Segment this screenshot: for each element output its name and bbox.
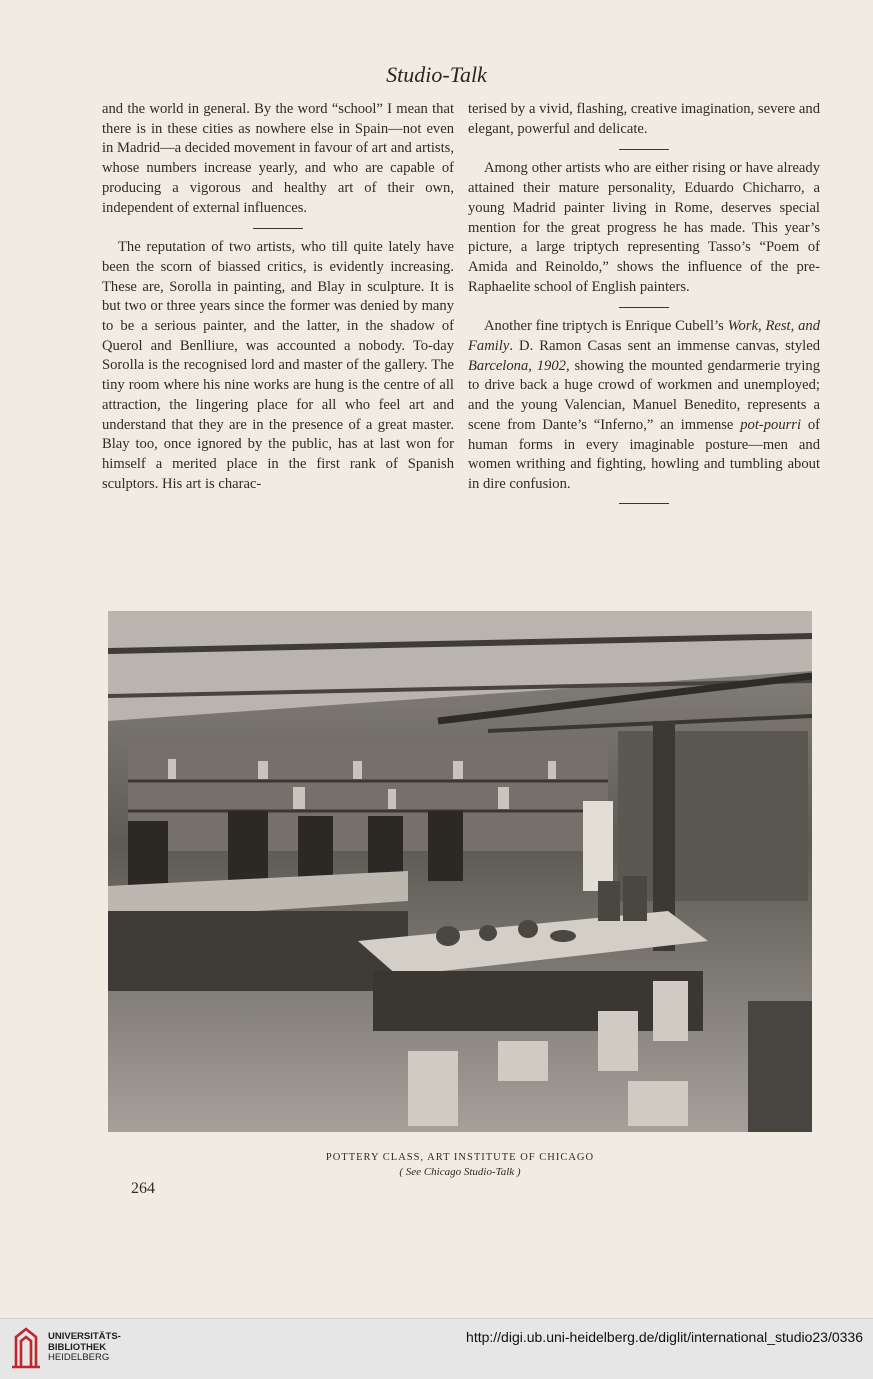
left-column — [102, 100, 454, 494]
running-header: Studio-Talk — [386, 62, 487, 87]
section-rule — [619, 503, 669, 504]
photo-credit: ( See Chicago Studio-Talk ) — [399, 1166, 521, 1178]
page-number: 264 — [131, 1180, 155, 1197]
library-logo-icon — [10, 1327, 42, 1369]
right-paragraph-2: Among other artists who are either rising or have already attained their mature personality, Eduardo Chicharro, a young Madrid painter living in Rome, deserves special mention for the great progress he has made. This year’s picture, a large triptych representing Tasso’s “Poem of Amida and Reinoldo,” shows the influence of the pre-Raphaelite school of English painters. — [468, 160, 820, 295]
left-paragraph-1: and the world in general. By the word “school” I mean that there is in these cities as nowhere else in Spain—not even in Madrid—a decided movement in favour of art and artists, whose numbers increase yearly, and who are capable of producing a vigorous and healthy art of their own, independent of external influences. — [102, 101, 454, 216]
right-paragraph-3: Another fine triptych is Enrique Cubell’s Work, Rest, and Family. D. Ramon Casas sent an immense canvas, styled Barcelona, 1902, showing the mounted gendarmerie trying to drive back a huge crowd of workmen and unemployed; and the young Valencian, Manuel Benedito, represents a scene from Dante’s “Inferno,” an immense pot-pourri of human forms in every imaginable posture—men and women writhing and fighting, howling and tumbling about in dire confusion. — [468, 318, 821, 492]
right-column — [468, 100, 820, 513]
section-rule — [619, 307, 669, 308]
left-paragraph-2: The reputation of two artists, who till quite lately have been the scorn of biassed critics, is evidently increasing. These are, Sorolla in painting, and Blay in sculpture. It is but two or three years since the former was denied by many to be a serious painter, and the latter, in the shadow of Querol and Benlliure, was accounted a nobody. To-day Sorolla is the recognised lord and master of the gallery. The tiny room where his nine works are hung is the centre of all attraction, the lingering place for all who feel art and understand that they are in the presence of a great master. Blay too, once ignored by the public, has at last won for himself a merited place in the first rank of Spanish sculptors. His art is charac- — [102, 239, 454, 492]
photo-caption: POTTERY CLASS, ART INSTITUTE OF CHICAGO — [325, 1152, 595, 1163]
right-paragraph-1: terised by a vivid, flashing, creative imagination, severe and elegant, powerful and delicate. — [468, 101, 820, 137]
section-rule — [253, 228, 303, 229]
pottery-class-photograph — [108, 611, 812, 1132]
section-rule — [619, 149, 669, 150]
source-url-link[interactable]: http://digi.ub.uni-heidelberg.de/diglit/international_studio23/0336 — [466, 1329, 863, 1345]
library-name: UNIVERSITÄTS- BIBLIOTHEK HEIDELBERG — [48, 1331, 121, 1363]
digitization-footer — [0, 1318, 873, 1379]
